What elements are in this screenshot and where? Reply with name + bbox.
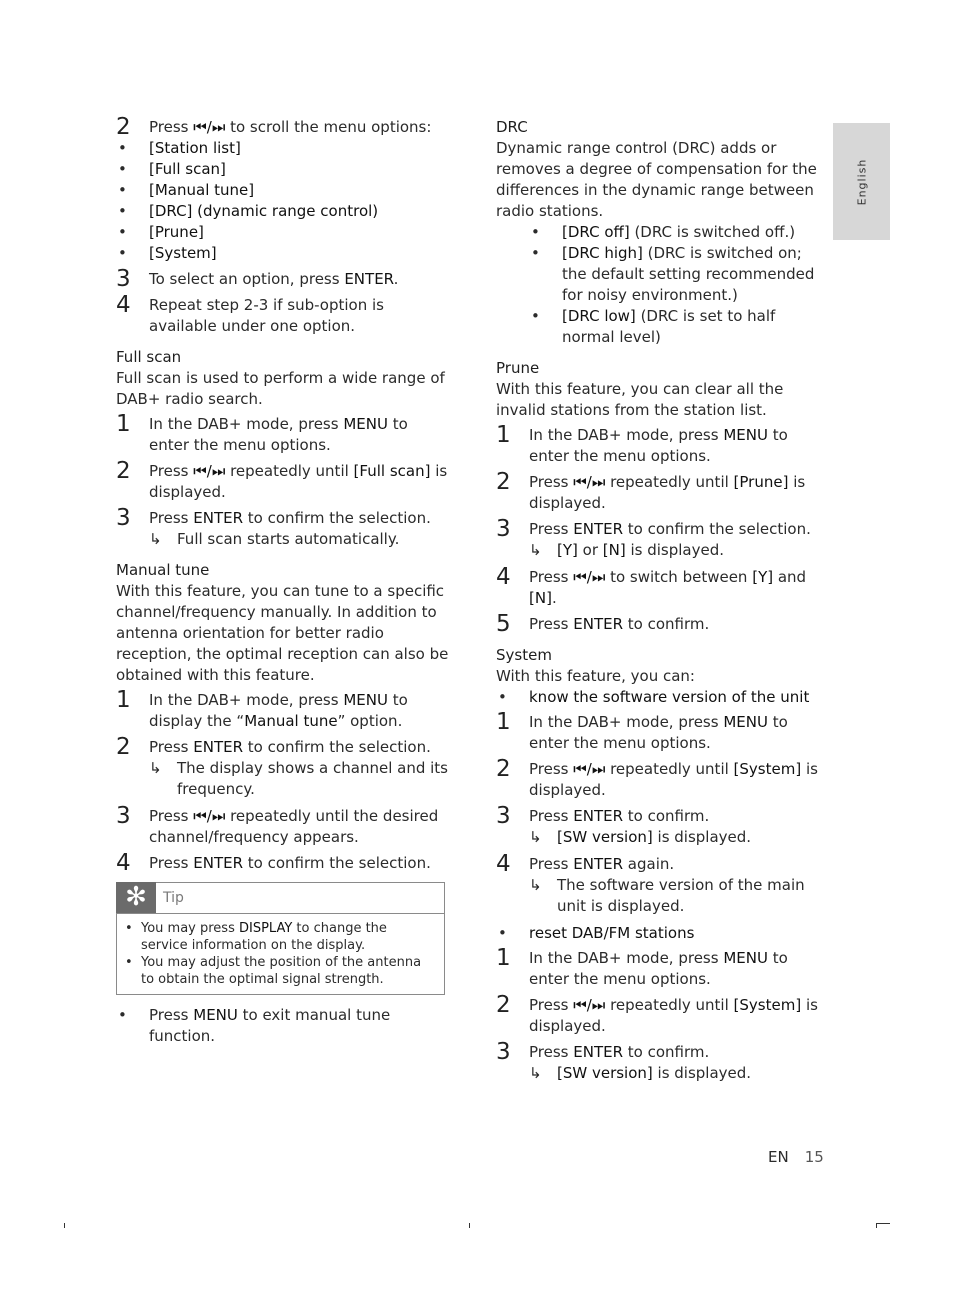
step-number: 2 <box>116 114 131 140</box>
tip-box <box>116 882 445 995</box>
list-item: • Press MENU to exit manual tune function. <box>116 1005 451 1047</box>
prune-step-1: 1 In the DAB+ mode, press MENU to enter the menu options. <box>496 422 788 465</box>
reset-step-2: 2 Press ⏮/⏭ repeatedly until [System] is displayed. <box>496 992 818 1035</box>
system-step-4: 4 Press ENTER again. ↳ The software version of the main unit is displayed. <box>496 854 826 917</box>
left-column <box>116 114 451 1047</box>
tip-item: • You may press DISPLAY to change the service information on the display. <box>125 920 434 954</box>
list-item: • [DRC low] (DRC is set to half normal level) <box>529 306 826 348</box>
drc-options-list <box>529 222 826 348</box>
step-3: 3 To select an option, press ENTER. <box>116 266 399 292</box>
crop-mark <box>64 1223 65 1228</box>
system-step-1: 1 In the DAB+ mode, press MENU to enter the menu options. <box>496 709 788 752</box>
drc-description: Dynamic range control (DRC) adds or removes a degree of compensation for the differences in the dynamic range between radio stations. <box>496 139 817 220</box>
crop-mark <box>876 1223 877 1228</box>
section-heading-full-scan: Full scan <box>116 348 182 366</box>
prev-next-icon: ⏮/⏭ <box>573 473 606 491</box>
system-feature-list <box>496 687 826 708</box>
result-arrow-icon: ↳ <box>529 1064 542 1082</box>
list-item: • [DRC off] (DRC is switched off.) <box>529 222 826 243</box>
tip-asterisk-icon: ✻ <box>116 882 156 913</box>
section-heading-manual-tune: Manual tune <box>116 561 210 579</box>
reset-step-3: 3 Press ENTER to confirm. ↳ [SW version] is displayed. <box>496 1042 826 1084</box>
tip-item: • You may adjust the position of the antenna to obtain the optimal signal strength. <box>125 954 434 988</box>
result-arrow-icon: ↳ <box>149 759 162 777</box>
right-column <box>496 117 826 1089</box>
list-item: • reset DAB/FM stations <box>496 923 826 944</box>
prune-step-4: 4 Press ⏮/⏭ to switch between [Y] and [N]. <box>496 564 807 607</box>
result-line: ↳ [SW version] is displayed. <box>529 1064 752 1082</box>
manual-tune-step-3: 3 Press ⏮/⏭ repeatedly until the desired channel/frequency appears. <box>116 803 439 846</box>
result-arrow-icon: ↳ <box>149 530 162 548</box>
list-item: • [Station list] <box>116 138 451 159</box>
prune-step-2: 2 Press ⏮/⏭ repeatedly until [Prune] is displayed. <box>496 469 806 512</box>
result-arrow-icon: ↳ <box>529 828 542 846</box>
result-arrow-icon: ↳ <box>529 541 542 559</box>
list-item: • know the software version of the unit <box>496 687 826 708</box>
manual-tune-description: With this feature, you can tune to a specific channel/frequency manually. In addition to antenna orientation for better radio reception, the optimal reception can also be obtained with this feature. <box>116 582 449 684</box>
language-tab <box>833 123 890 240</box>
manual-tune-step-1: 1 In the DAB+ mode, press MENU to display the “Manual tune” option. <box>116 687 408 730</box>
menu-options-list <box>116 138 451 264</box>
list-item: • [System] <box>116 243 451 264</box>
section-heading-system: System <box>496 646 552 664</box>
prev-next-icon: ⏮/⏭ <box>573 568 606 586</box>
section-heading-drc: DRC <box>496 118 528 136</box>
manual-tune-step-2: 2 Press ENTER to confirm the selection. ↳ The display shows a channel and its frequency. <box>116 737 451 800</box>
prev-next-icon: ⏮/⏭ <box>193 118 226 136</box>
tip-header <box>117 883 444 914</box>
exit-instruction-list <box>116 1005 451 1047</box>
reset-step-1: 1 In the DAB+ mode, press MENU to enter the menu options. <box>496 945 788 988</box>
prev-next-icon: ⏮/⏭ <box>573 996 606 1014</box>
manual-tune-step-4: 4 Press ENTER to confirm the selection. <box>116 850 431 876</box>
list-item: • [DRC] (dynamic range control) <box>116 201 451 222</box>
full-scan-step-2: 2 Press ⏮/⏭ repeatedly until [Full scan] is displayed. <box>116 458 448 501</box>
result-line: ↳ [Y] or [N] is displayed. <box>529 541 725 559</box>
prune-description: With this feature, you can clear all the invalid stations from the station list. <box>496 380 784 419</box>
step-4: 4 Repeat step 2-3 if sub-option is available under one option. <box>116 292 384 335</box>
list-item: • [Prune] <box>116 222 451 243</box>
list-item: • [DRC high] (DRC is switched on; the default setting recommended for noisy environment.) <box>529 243 826 306</box>
full-scan-step-1: 1 In the DAB+ mode, press MENU to enter the menu options. <box>116 411 408 454</box>
section-heading-prune: Prune <box>496 359 540 377</box>
language-tab-label: English <box>855 158 868 205</box>
list-item: • [Full scan] <box>116 159 451 180</box>
result-line: ↳ [SW version] is displayed. <box>529 828 752 846</box>
prune-step-5: 5 Press ENTER to confirm. <box>496 611 710 637</box>
prev-next-icon: ⏮/⏭ <box>193 807 226 825</box>
result-line: ↳ The display shows a channel and its frequency. <box>149 759 448 798</box>
result-arrow-icon: ↳ <box>529 876 542 894</box>
full-scan-step-3: 3 Press ENTER to confirm the selection. ↳ Full scan starts automatically. <box>116 508 451 550</box>
prev-next-icon: ⏮/⏭ <box>193 462 226 480</box>
page-number: 15 <box>804 1148 824 1166</box>
crop-mark <box>469 1223 470 1228</box>
full-scan-description: Full scan is used to perform a wide range of DAB+ radio search. <box>116 369 445 408</box>
list-item: • [Manual tune] <box>116 180 451 201</box>
result-line: ↳ Full scan starts automatically. <box>149 530 400 548</box>
crop-mark <box>876 1223 890 1224</box>
prune-step-3: 3 Press ENTER to confirm the selection. ↳ [Y] or [N] is displayed. <box>496 519 826 561</box>
system-step-2: 2 Press ⏮/⏭ repeatedly until [System] is displayed. <box>496 756 818 799</box>
footer-language: EN <box>768 1148 789 1166</box>
system-step-3: 3 Press ENTER to confirm. ↳ [SW version] is displayed. <box>496 806 826 848</box>
system-description: With this feature, you can: <box>496 667 695 685</box>
tip-body <box>117 914 444 994</box>
step-2: 2 Press ⏮/⏭ to scroll the menu options: • [Station list] • [Full scan] • [Manual tune] • [DRC] (dynamic range control) • [Prune] • [System] <box>116 117 451 264</box>
system-feature-list-2 <box>496 923 826 944</box>
result-line: ↳ The software version of the main unit is displayed. <box>529 876 805 915</box>
prev-next-icon: ⏮/⏭ <box>573 760 606 778</box>
page-footer <box>768 1147 824 1168</box>
tip-label: Tip <box>163 890 184 906</box>
